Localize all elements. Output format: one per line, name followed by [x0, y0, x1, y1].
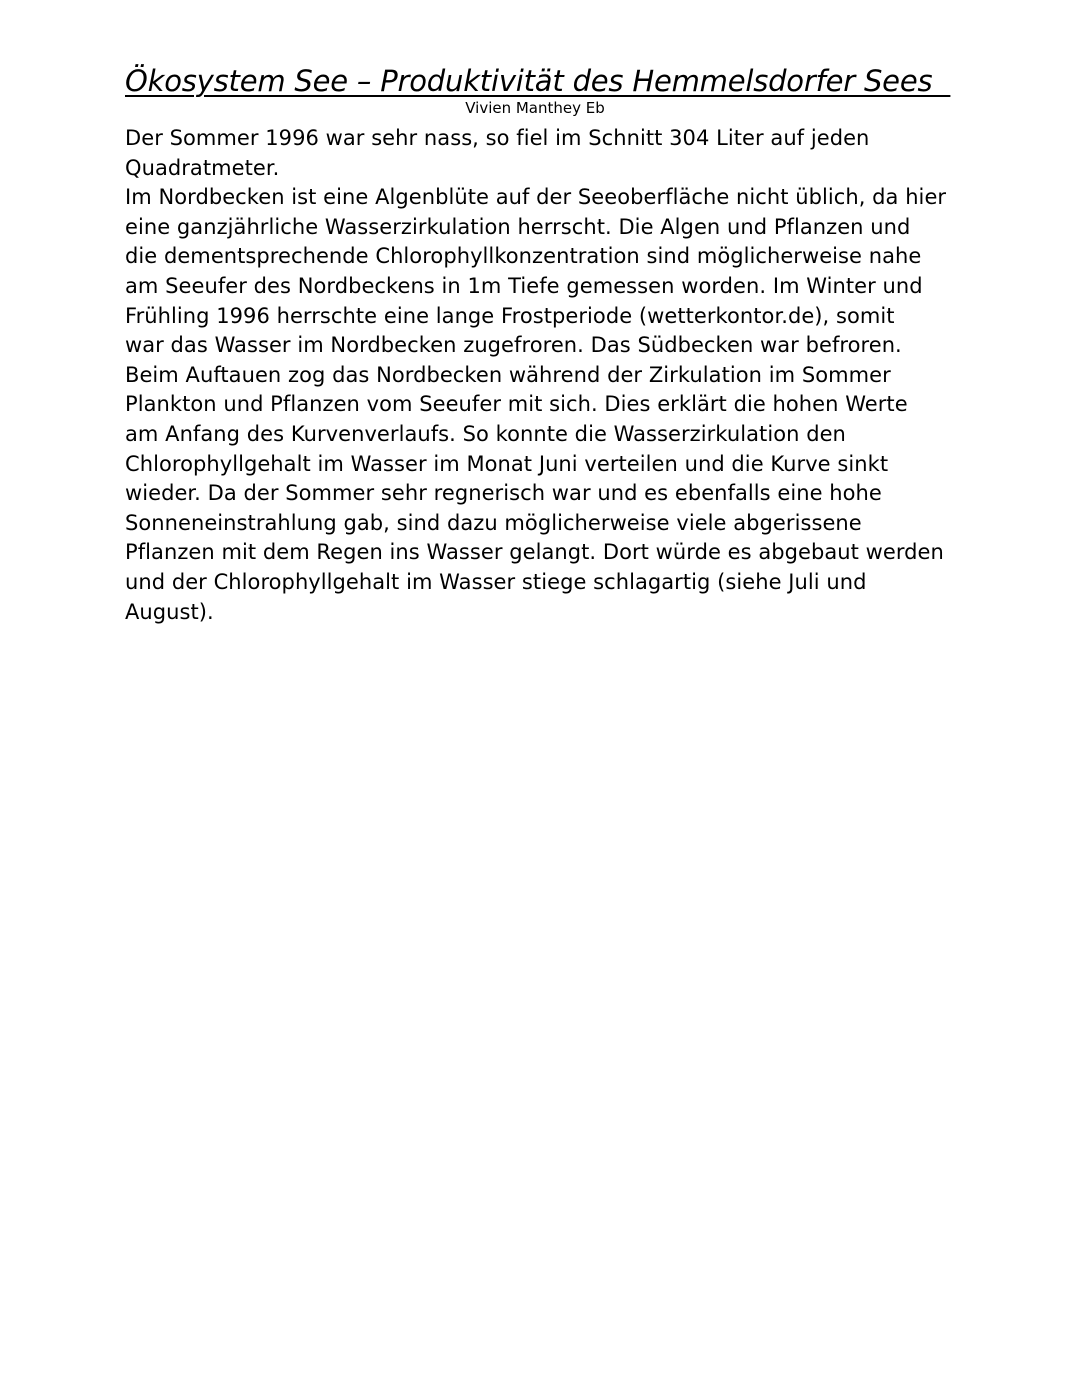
text-line: war das Wasser im Nordbecken zugefroren. Das Südbecken war befroren.: [125, 333, 902, 358]
text-line: wieder. Da der Sommer sehr regnerisch war und es ebenfalls eine hohe: [125, 481, 882, 506]
body-paragraph: [125, 124, 965, 627]
text-line: Pflanzen mit dem Regen ins Wasser gelangt. Dort würde es abgebaut werden: [125, 540, 944, 565]
author-name: Vivien Manthey Eb: [465, 99, 605, 117]
text-line: August).: [125, 599, 214, 624]
text-line: die dementsprechende Chlorophyllkonzentration sind möglicherweise nahe: [125, 244, 922, 269]
text-line: Plankton und Pflanzen vom Seeufer mit sich. Dies erklärt die hohen Werte: [125, 392, 908, 417]
text-line: und der Chlorophyllgehalt im Wasser stiege schlagartig (siehe Juli und: [125, 569, 867, 594]
document-title: Ökosystem See – Produktivität des Hemmelsdorfer Sees: [125, 64, 951, 98]
text-line: Sonneneinstrahlung gab, sind dazu möglicherweise viele abgerissene: [125, 510, 862, 535]
text-line: Beim Auftauen zog das Nordbecken während der Zirkulation im Sommer: [125, 362, 891, 387]
text-line: am Seeufer des Nordbeckens in 1m Tiefe gemessen worden. Im Winter und: [125, 273, 923, 298]
text-line: Frühling 1996 herrschte eine lange Frostperiode (wetterkontor.de), somit: [125, 303, 895, 328]
text-line: Quadratmeter.: [125, 155, 280, 180]
text-line: Im Nordbecken ist eine Algenblüte auf der Seeoberfläche nicht üblich, da hier: [125, 185, 947, 210]
text-line: eine ganzjährliche Wasserzirkulation herrscht. Die Algen und Pflanzen und: [125, 214, 911, 239]
text-line: am Anfang des Kurvenverlaufs. So konnte die Wasserzirkulation den: [125, 421, 846, 446]
text-line: Chlorophyllgehalt im Wasser im Monat Juni verteilen und die Kurve sinkt: [125, 451, 889, 476]
text-line: Der Sommer 1996 war sehr nass, so fiel im Schnitt 304 Liter auf jeden: [125, 126, 870, 150]
